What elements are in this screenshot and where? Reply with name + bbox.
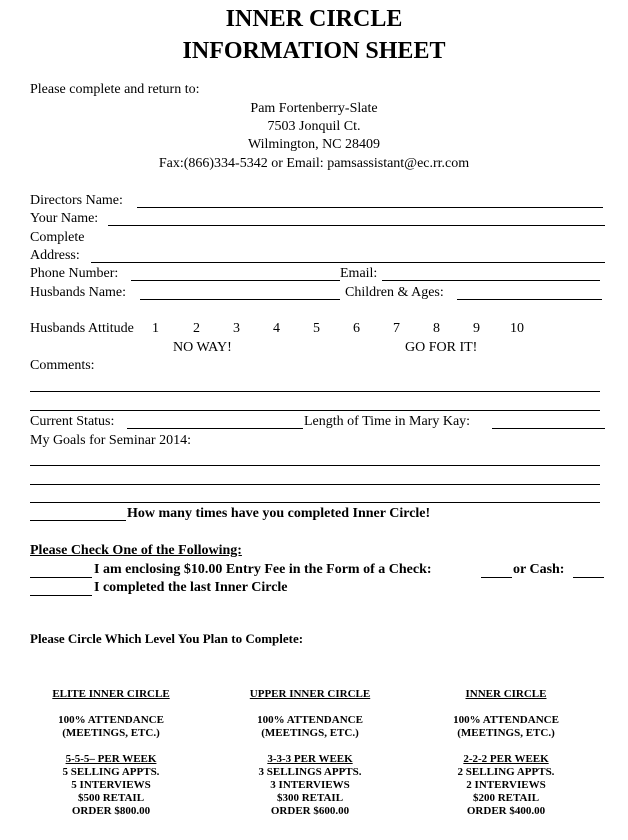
level-attendance-note: (MEETINGS, ETC.)	[457, 727, 555, 739]
email-field[interactable]	[382, 280, 600, 281]
complete-label: Complete	[30, 230, 85, 245]
return-city: Wilmington, NC 28409	[247, 137, 381, 152]
goals-field-line2[interactable]	[30, 484, 600, 485]
level-per-week: 5-5-5– PER WEEK	[65, 753, 157, 765]
current-status-label: Current Status:	[30, 414, 115, 429]
children-ages-label: Children & Ages:	[345, 285, 444, 300]
attitude-option-5[interactable]: 5	[313, 321, 320, 336]
current-status-field[interactable]	[127, 428, 303, 429]
attitude-option-4[interactable]: 4	[273, 321, 280, 336]
level-upper[interactable]	[210, 688, 410, 818]
return-contact: Fax:(866)334-5342 or Email: pamsassistant@ec.rr.com	[158, 156, 470, 171]
husbands-attitude-label: Husbands Attitude	[30, 321, 134, 336]
level-interviews: 2 INTERVIEWS	[466, 779, 546, 791]
level-appts: 5 SELLING APPTS.	[62, 766, 160, 778]
my-goals-label: My Goals for Seminar 2014:	[30, 433, 191, 448]
return-street: 7503 Jonquil Ct.	[267, 119, 361, 134]
cash-label: or Cash:	[513, 562, 565, 577]
level-name: UPPER INNER CIRCLE	[249, 688, 371, 700]
check-heading: Please Check One of the Following:	[30, 543, 242, 558]
directors-name-field[interactable]	[137, 207, 603, 208]
attitude-option-10[interactable]: 10	[510, 321, 524, 336]
level-interviews: 3 INTERVIEWS	[270, 779, 350, 791]
option-completed-label: I completed the last Inner Circle	[94, 580, 288, 595]
return-intro: Please complete and return to:	[30, 82, 200, 97]
address-label: Address:	[30, 248, 80, 263]
comments-label: Comments:	[30, 358, 95, 373]
address-field[interactable]	[91, 262, 605, 263]
length-of-time-label: Length of Time in Mary Kay:	[304, 414, 471, 429]
attitude-option-2[interactable]: 2	[193, 321, 200, 336]
level-attendance: 100% ATTENDANCE	[58, 714, 164, 726]
level-name: INNER CIRCLE	[465, 688, 547, 700]
level-retail: $500 RETAIL	[77, 792, 145, 804]
times-completed-label: How many times have you completed Inner Circle!	[127, 506, 431, 521]
attitude-low-label: NO WAY!	[173, 340, 232, 355]
directors-name-label: Directors Name:	[30, 193, 123, 208]
level-per-week: 3-3-3 PER WEEK	[267, 753, 353, 765]
your-name-field[interactable]	[108, 225, 605, 226]
attitude-high-label: GO FOR IT!	[405, 340, 478, 355]
comments-field-line2[interactable]	[30, 410, 600, 411]
cash-blank[interactable]	[573, 577, 604, 578]
levels-heading: Please Circle Which Level You Plan to Complete:	[30, 631, 304, 646]
attitude-option-7[interactable]: 7	[393, 321, 400, 336]
your-name-label: Your Name:	[30, 211, 99, 226]
level-elite[interactable]	[11, 688, 211, 818]
level-order: ORDER $600.00	[270, 805, 350, 817]
option-completed-blank[interactable]	[30, 595, 92, 596]
page-title-line1: INNER CIRCLE	[225, 6, 403, 32]
check-blank[interactable]	[481, 577, 512, 578]
phone-number-field[interactable]	[131, 280, 340, 281]
phone-number-label: Phone Number:	[30, 266, 119, 281]
return-name: Pam Fortenberry-Slate	[250, 101, 378, 116]
level-retail: $200 RETAIL	[472, 792, 540, 804]
attitude-option-6[interactable]: 6	[353, 321, 360, 336]
length-of-time-field[interactable]	[492, 428, 605, 429]
goals-field-line1[interactable]	[30, 465, 600, 466]
level-interviews: 5 INTERVIEWS	[71, 779, 151, 791]
level-name: ELITE INNER CIRCLE	[52, 688, 170, 700]
attitude-option-9[interactable]: 9	[473, 321, 480, 336]
level-retail: $300 RETAIL	[276, 792, 344, 804]
attitude-option-8[interactable]: 8	[433, 321, 440, 336]
level-attendance-note: (MEETINGS, ETC.)	[62, 727, 160, 739]
level-per-week: 2-2-2 PER WEEK	[463, 753, 549, 765]
option-check-label: I am enclosing $10.00 Entry Fee in the Form of a Check:	[94, 562, 432, 577]
husbands-name-field[interactable]	[140, 299, 340, 300]
page-title-line2: INFORMATION SHEET	[182, 38, 446, 64]
times-completed-field[interactable]	[30, 520, 126, 521]
level-order: ORDER $400.00	[466, 805, 546, 817]
children-ages-field[interactable]	[457, 299, 602, 300]
comments-field-line1[interactable]	[30, 391, 600, 392]
attitude-option-1[interactable]: 1	[152, 321, 159, 336]
level-inner[interactable]	[406, 688, 606, 818]
level-appts: 2 SELLING APPTS.	[457, 766, 555, 778]
email-label: Email:	[340, 266, 378, 281]
level-appts: 3 SELLINGS APPTS.	[258, 766, 362, 778]
husbands-name-label: Husbands Name:	[30, 285, 127, 300]
goals-field-line3[interactable]	[30, 502, 600, 503]
level-attendance: 100% ATTENDANCE	[453, 714, 559, 726]
attitude-option-3[interactable]: 3	[233, 321, 240, 336]
option-check-blank[interactable]	[30, 577, 92, 578]
level-attendance-note: (MEETINGS, ETC.)	[261, 727, 359, 739]
level-order: ORDER $800.00	[71, 805, 151, 817]
level-attendance: 100% ATTENDANCE	[257, 714, 363, 726]
